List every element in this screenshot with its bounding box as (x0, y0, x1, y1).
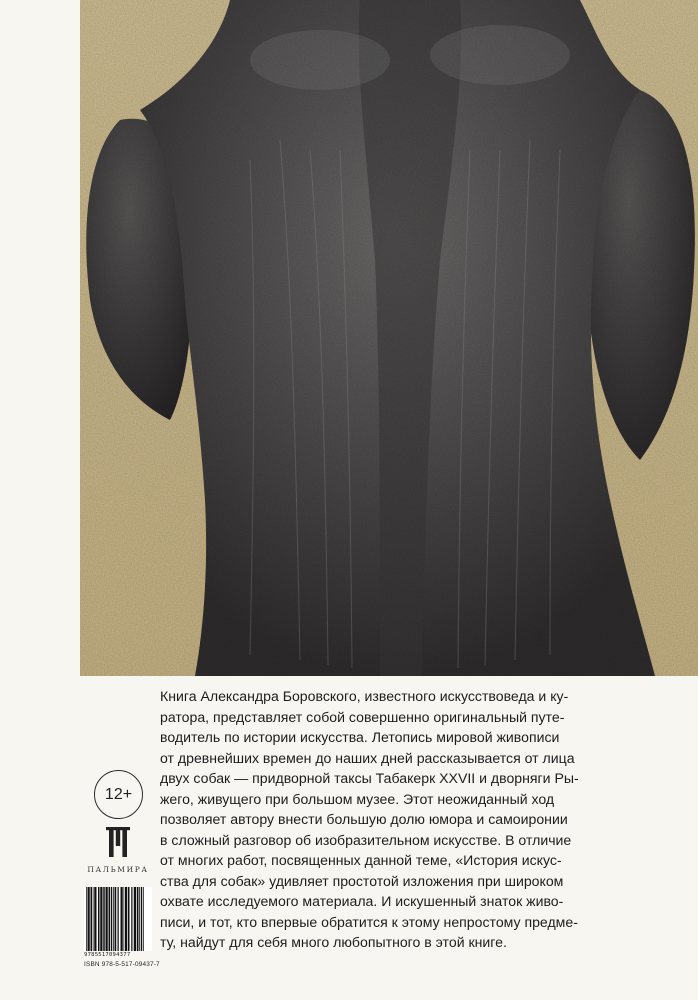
barcode-bar (98, 887, 100, 951)
barcode-bar (88, 887, 90, 951)
barcode-bar (141, 887, 143, 951)
barcode-bar (113, 887, 114, 951)
age-rating-text: 12+ (104, 785, 133, 803)
barcode-bar (131, 887, 132, 951)
barcode-bar (137, 887, 139, 951)
cover-artwork (80, 0, 698, 676)
barcode-bar (121, 887, 123, 951)
blurb-line: ратора, представляет собой совершенно оригинальный путе- (160, 708, 565, 725)
barcode-bar (109, 887, 111, 951)
barcode-bar (93, 887, 94, 951)
blurb-line: ства для собак» удивляет простотой изложения при широком (160, 872, 564, 889)
blurb-line: Книга Александра Боровского, известного искусствоведа и ку- (160, 688, 569, 704)
blurb-line: в сложный разговор об изобразительном искусстве. В отличие (160, 831, 572, 848)
blurb-line: двух собак — придворной таксы Табакерк XXVII и дворняги Ры- (160, 770, 579, 786)
isbn-label: ISBN 978-5-517-09437-7 (84, 961, 160, 968)
barcode-bar (143, 887, 144, 951)
barcode-bar (103, 887, 105, 951)
publisher-name: ПАЛЬМИРА (87, 865, 149, 874)
barcode-bar (111, 887, 113, 951)
barcode-bar (134, 887, 136, 951)
blurb-line: от многих работ, посвященных данной теме, «История искус- (160, 852, 562, 868)
blurb-line: водитель по истории искусства. Летопись мировой живописи (160, 729, 560, 745)
barcode-digits: 9785517094377 (84, 952, 131, 958)
blurb-line: писи, и тот, кто впервые обратится к этому непростому предме- (160, 913, 578, 930)
blurb-line: охвате исследуемого материала. И искушенный знаток живо- (160, 893, 564, 909)
barcode-bar (125, 887, 127, 951)
barcode-bar (86, 887, 87, 951)
barcode-bar (139, 887, 140, 951)
barcode-bar (128, 887, 130, 951)
back-cover-blurb (160, 686, 665, 953)
dog-head-illustration (80, 0, 698, 676)
blurb-line: позволяет автору внести большую долю юмора и самоиронии (160, 811, 568, 827)
barcode-bar (94, 887, 96, 951)
publisher-logo-icon (106, 827, 130, 857)
barcode-bar (115, 887, 117, 951)
blurb-text (160, 686, 665, 953)
barcode-bars (84, 887, 152, 951)
barcode-bar (106, 887, 108, 951)
barcode-bar (100, 887, 102, 951)
barcode-bar (117, 887, 118, 951)
texture-overlay (80, 0, 698, 676)
barcode-bar (118, 887, 119, 951)
barcode-bar (124, 887, 125, 951)
barcode (84, 887, 152, 951)
age-rating-badge (94, 770, 143, 819)
blurb-line: от древнейших времен до наших дней рассказывается от лица (160, 749, 575, 766)
blurb-line: жего, живущего при большом музее. Этот неожиданный ход (160, 790, 555, 807)
barcode-bar (91, 887, 93, 951)
barcode-bar (133, 887, 134, 951)
blurb-line: ту, найдут для себя много любопытного в этой книге. (160, 934, 507, 950)
